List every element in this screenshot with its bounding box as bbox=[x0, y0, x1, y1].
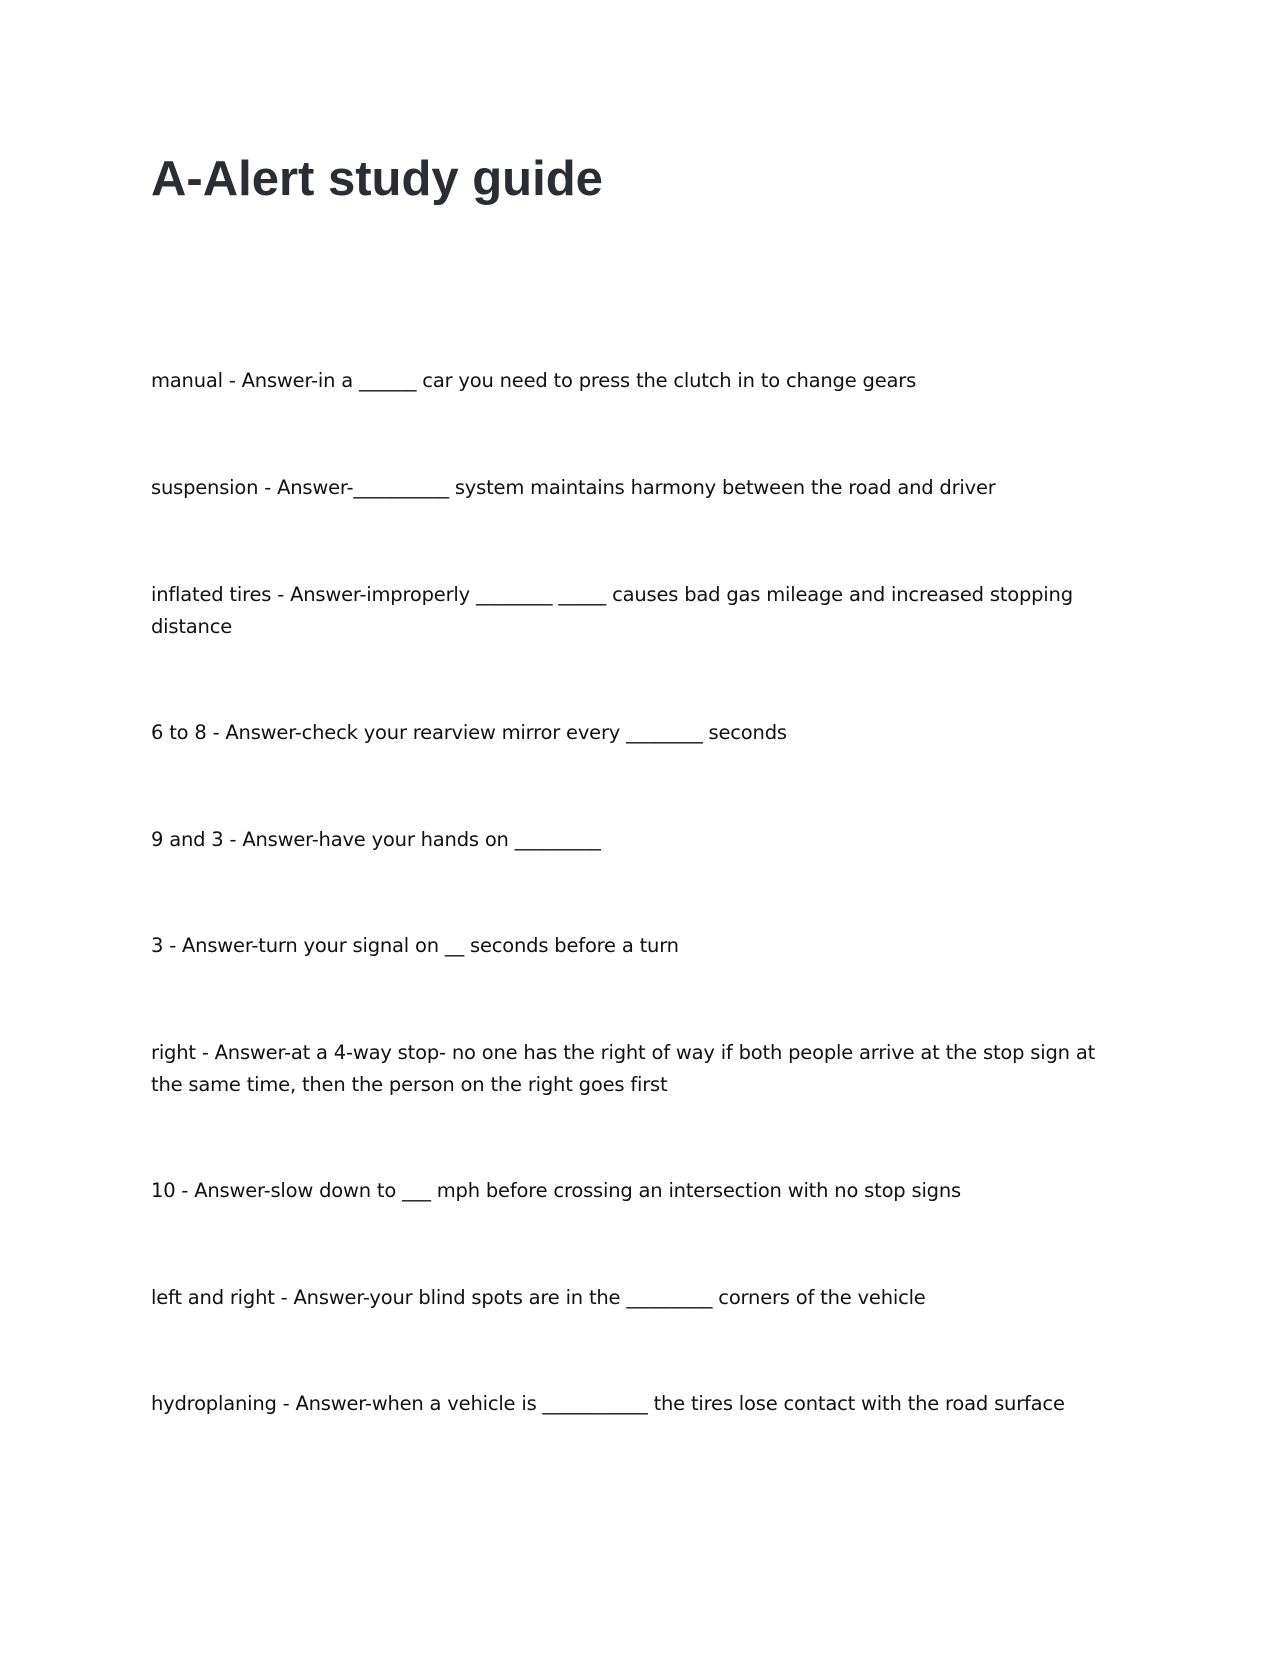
study-entry: 10 - Answer-slow down to ___ mph before crossing an intersection with no stop signs bbox=[151, 1179, 961, 1202]
study-entry: 6 to 8 - Answer-check your rearview mirror every ________ seconds bbox=[151, 721, 787, 744]
document-title: A-Alert study guide bbox=[151, 152, 603, 206]
study-entry: 9 and 3 - Answer-have your hands on _________ bbox=[151, 828, 601, 851]
study-entry: suspension - Answer-__________ system maintains harmony between the road and driver bbox=[151, 476, 996, 499]
study-entry: right - Answer-at a 4-way stop- no one has the right of way if both people arrive at the stop sign at the same time, then the person on the right goes first bbox=[151, 1041, 1096, 1096]
study-entry: manual - Answer-in a ______ car you need to press the clutch in to change gears bbox=[151, 369, 917, 392]
study-entry: 3 - Answer-turn your signal on __ seconds before a turn bbox=[151, 934, 679, 957]
study-entry: inflated tires - Answer-improperly ________ _____ causes bad gas mileage and increased stopping distance bbox=[151, 583, 1073, 638]
study-entry: left and right - Answer-your blind spots are in the _________ corners of the vehicle bbox=[151, 1286, 926, 1309]
study-entry: hydroplaning - Answer-when a vehicle is ___________ the tires lose contact with the road surface bbox=[151, 1392, 1065, 1415]
